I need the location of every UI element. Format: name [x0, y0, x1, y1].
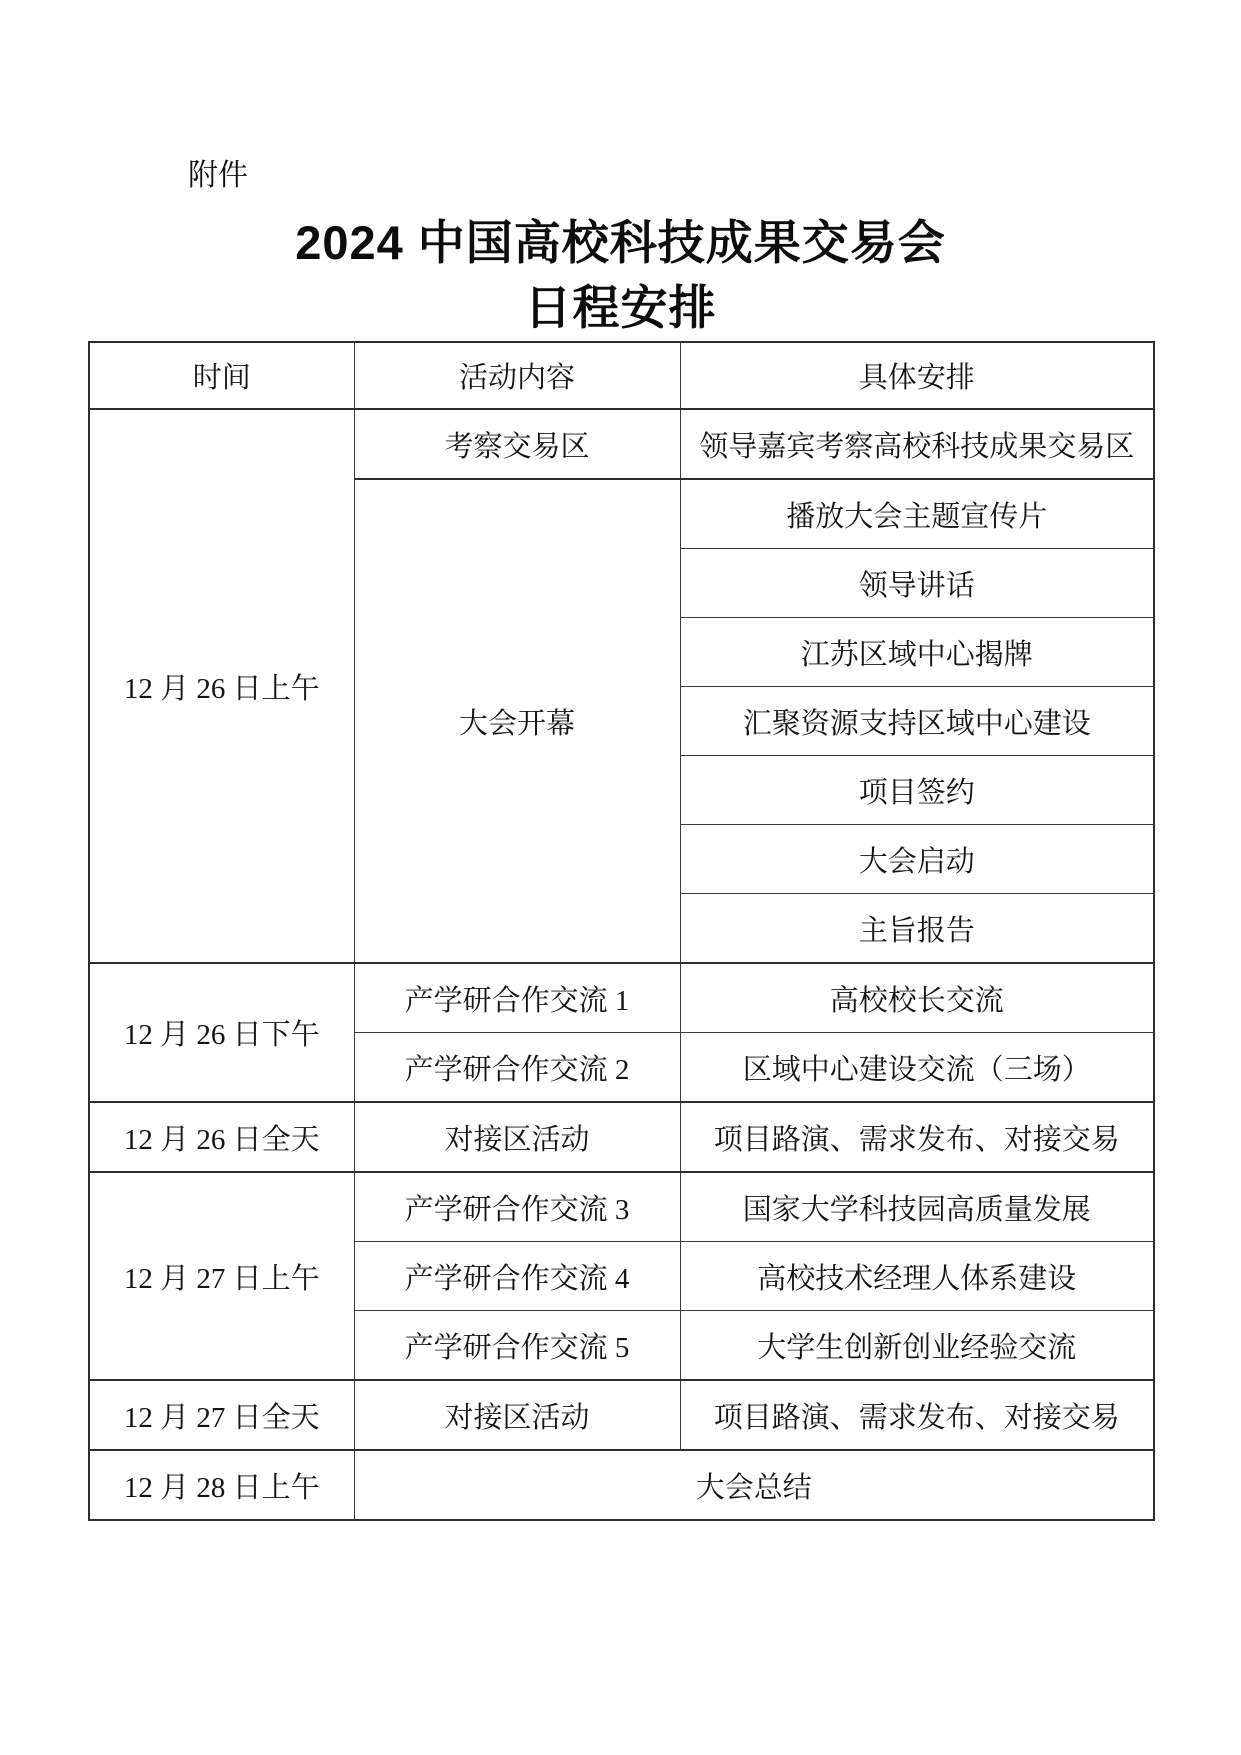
detail-cell: 汇聚资源支持区域中心建设 — [680, 687, 1154, 756]
table-row — [89, 1172, 1154, 1242]
activity-cell: 产学研合作交流 4 — [354, 1242, 680, 1311]
detail-cell: 国家大学科技园高质量发展 — [680, 1172, 1154, 1242]
title-block — [88, 212, 1153, 338]
detail-cell: 播放大会主题宣传片 — [680, 479, 1154, 549]
activity-cell: 产学研合作交流 1 — [354, 963, 680, 1033]
detail-cell: 大学生创新创业经验交流 — [680, 1311, 1154, 1381]
table-row — [89, 963, 1154, 1033]
activity-cell: 对接区活动 — [354, 1380, 680, 1450]
detail-cell: 高校校长交流 — [680, 963, 1154, 1033]
activity-cell: 大会开幕 — [354, 479, 680, 963]
time-cell: 12 月 27 日上午 — [89, 1172, 354, 1380]
detail-cell-merged: 大会总结 — [354, 1450, 1154, 1520]
table-row — [89, 1450, 1154, 1520]
document-title: 2024 中国高校科技成果交易会 — [295, 216, 946, 269]
header-time: 时间 — [89, 342, 354, 409]
table-row — [89, 409, 1154, 479]
time-cell: 12 月 26 日下午 — [89, 963, 354, 1102]
schedule-table — [88, 341, 1155, 1521]
detail-cell: 领导讲话 — [680, 549, 1154, 618]
detail-cell: 项目路演、需求发布、对接交易 — [680, 1102, 1154, 1172]
header-detail: 具体安排 — [680, 342, 1154, 409]
detail-cell: 江苏区域中心揭牌 — [680, 618, 1154, 687]
activity-cell: 产学研合作交流 3 — [354, 1172, 680, 1242]
time-cell: 12 月 26 日上午 — [89, 409, 354, 963]
detail-cell: 高校技术经理人体系建设 — [680, 1242, 1154, 1311]
attachment-label: 附件 — [188, 159, 248, 192]
activity-cell: 产学研合作交流 2 — [354, 1033, 680, 1103]
time-cell: 12 月 28 日上午 — [89, 1450, 354, 1520]
document-subtitle: 日程安排 — [524, 281, 717, 334]
detail-cell: 项目签约 — [680, 756, 1154, 825]
table-row — [89, 1380, 1154, 1450]
time-cell: 12 月 26 日全天 — [89, 1102, 354, 1172]
detail-cell: 领导嘉宾考察高校科技成果交易区 — [680, 409, 1154, 479]
activity-cell: 对接区活动 — [354, 1102, 680, 1172]
header-row — [89, 342, 1154, 409]
detail-cell: 大会启动 — [680, 825, 1154, 894]
table-row — [89, 1102, 1154, 1172]
time-cell: 12 月 27 日全天 — [89, 1380, 354, 1450]
detail-cell: 项目路演、需求发布、对接交易 — [680, 1380, 1154, 1450]
detail-cell: 主旨报告 — [680, 894, 1154, 964]
header-activity: 活动内容 — [354, 342, 680, 409]
activity-cell: 产学研合作交流 5 — [354, 1311, 680, 1381]
detail-cell: 区域中心建设交流（三场） — [680, 1033, 1154, 1103]
activity-cell: 考察交易区 — [354, 409, 680, 479]
